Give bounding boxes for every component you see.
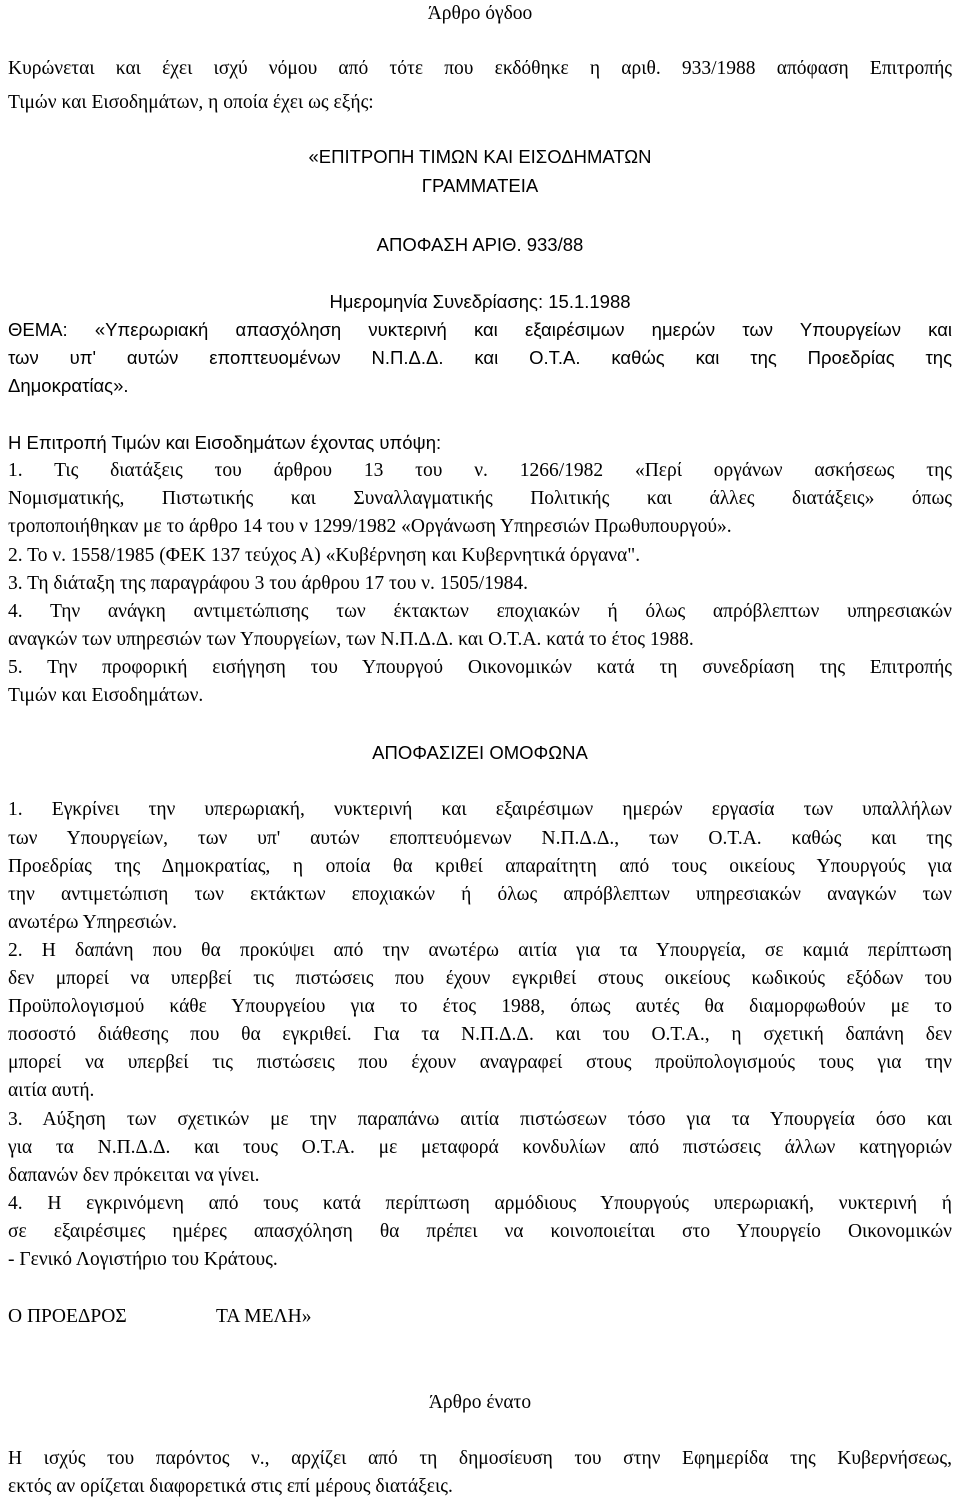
subject-line-2: των υπ' αυτών εποπτευομένων Ν.Π.Δ.Δ. και Ο.Τ.Α. καθώς και της Προεδρίας της	[8, 347, 952, 368]
article-9-line-2: εκτός αν ορίζεται διαφορετικά στις επί μέρους διατάξεις.	[8, 1476, 453, 1497]
considering-heading: Η Επιτροπή Τιμών και Εισοδημάτων έχοντας υπόψη:	[8, 432, 442, 453]
consideration-line: 3. Τη διάταξη της παραγράφου 3 του άρθρου 17 του ν. 1505/1984.	[8, 573, 529, 594]
intro-line-2: Τιμών και Εισοδημάτων, η οποία έχει ως εξής:	[8, 92, 374, 113]
consideration-line: τροποποιήθηκαν με το άρθρο 14 του ν 1299/1982 «Οργάνωση Υπηρεσιών Πρωθυπουργού».	[8, 516, 732, 537]
consideration-line: Νομισματικής, Πιστωτικής και Συναλλαγματικής Πολιτικής και άλλες διατάξεις» όπως	[8, 488, 952, 509]
clause-line: την αντιμετώπιση των εκτάκτων εποχιακών ή όλως απρόβλεπτων υπηρεσιακών αναγκών των	[8, 884, 952, 905]
clause-line: Προϋπολογισμού κάθε Υπουργείου για το έτος 1988, όπως αυτές θα διαμορφωθούν με το	[8, 996, 952, 1017]
consideration-line: 1. Τις διατάξεις του άρθρου 13 του ν. 1266/1982 «Περί οργάνων ασκήσεως της	[8, 460, 952, 481]
article-8-title: Άρθρο όγδοο	[427, 3, 533, 24]
consideration-line: 5. Την προφορική εισήγηση του Υπουργού Οικονομικών κατά τη συνεδρίαση της Επιτροπής	[8, 657, 952, 678]
consideration-line: 4. Την ανάγκη αντιμετώπισης των έκτακτων εποχιακών ή όλως απρόβλεπτων υπηρεσιακών	[8, 601, 952, 622]
clause-line: ανωτέρω Υπηρεσιών.	[8, 912, 177, 933]
clause-line: σε εξαιρέσιμες ημέρες απασχόληση θα πρέπει να κοινοποιείται στο Υπουργείο Οικονομικών	[8, 1221, 952, 1242]
clause-line: 2. Η δαπάνη που θα προκύψει από την ανωτέρω αιτία για τα Υπουργεία, σε καμιά περίπτωση	[8, 940, 952, 961]
clause-line: 1. Εγκρίνει την υπερωριακή, νυκτερινή και εξαιρέσιμων ημερών εργασία των υπαλλήλων	[8, 799, 952, 820]
decision-number: ΑΠΟΦΑΣΗ ΑΡΙΘ. 933/88	[376, 234, 584, 255]
decision-date: Ημερομηνία Συνεδρίασης: 15.1.1988	[329, 291, 631, 312]
intro-line-1: Κυρώνεται και έχει ισχύ νόμου από τότε που εκδόθηκε η αριθ. 933/1988 απόφαση Επιτροπής	[8, 58, 952, 79]
signature-president: Ο ΠΡΟΕΔΡΟΣ	[8, 1306, 127, 1327]
clause-line: ποσοστό διάθεσης που θα εγκριθεί. Για τα Ν.Π.Δ.Δ. και του Ο.Τ.Α., η σχετική δαπάνη δεν	[8, 1024, 952, 1045]
clause-line: 3. Αύξηση των σχετικών με την παραπάνω αιτία πιστώσεων τόσο για τα Υπουργεία όσο και	[8, 1109, 952, 1130]
article-9-line-1: Η ισχύς του παρόντος ν., αρχίζει από τη δημοσίευση του στην Εφημερίδα της Κυβερνήσεως,	[8, 1448, 952, 1469]
clause-line: δαπανών δεν πρόκειται να γίνει.	[8, 1165, 260, 1186]
clause-line: - Γενικό Λογιστήριο του Κράτους.	[8, 1249, 278, 1270]
clause-line: αιτία αυτή.	[8, 1080, 95, 1101]
consideration-line: 2. Το ν. 1558/1985 (ΦΕΚ 137 τεύχος Α) «Κυβέρνηση και Κυβερνητικά όργανα".	[8, 545, 641, 566]
clause-line: μπορεί να υπερβεί τις πιστώσεις που έχουν αναγραφεί στους προϋπολογισμούς τους για την	[8, 1052, 952, 1073]
article-9-title: Άρθρο ένατο	[428, 1392, 532, 1413]
clause-line: 4. Η εγκρινόμενη από τους κατά περίπτωση αρμόδιους Υπουργούς υπερωριακή, νυκτερινή ή	[8, 1193, 952, 1214]
clause-line: των Υπουργείων, των υπ' αυτών εποπτευόμενων Ν.Π.Δ.Δ., των Ο.Τ.Α. καθώς και της	[8, 828, 952, 849]
clause-line: Προεδρίας της Δημοκρατίας, η οποία θα κριθεί απαραίτητη από τους οικείους Υπουργούς για	[8, 856, 952, 877]
clause-line: για τα Ν.Π.Δ.Δ. και τους Ο.Τ.Α. με μεταφορά κονδυλίων από πιστώσεις άλλων κατηγοριών	[8, 1137, 952, 1158]
decides-heading: ΑΠΟΦΑΣΙΖΕΙ ΟΜΟΦΩΝΑ	[372, 742, 588, 763]
subject-line-3: Δημοκρατίας».	[8, 375, 129, 396]
consideration-line: αναγκών των υπηρεσιών των Υπουργείων, των Ν.Π.Δ.Δ. και Ο.Τ.Α. κατά το έτος 1988.	[8, 629, 694, 650]
clause-line: δεν μπορεί να υπερβεί τις πιστώσεις που έχουν εγκριθεί στους οικείους κωδικούς εξόδων του	[8, 968, 952, 989]
signature-members: ΤΑ ΜΕΛΗ»	[216, 1306, 312, 1327]
decision-header-committee: «ΕΠΙΤΡΟΠΗ ΤΙΜΩΝ ΚΑΙ ΕΙΣΟΔΗΜΑΤΩΝ	[308, 146, 652, 167]
subject-line-1: ΘΕΜΑ: «Υπερωριακή απασχόληση νυκτερινή και εξαιρέσιμων ημερών των Υπουργείων και	[8, 319, 952, 340]
consideration-line: Τιμών και Εισοδημάτων.	[8, 685, 204, 706]
decision-header-secretariat: ΓΡΑΜΜΑΤΕΙΑ	[421, 175, 539, 196]
